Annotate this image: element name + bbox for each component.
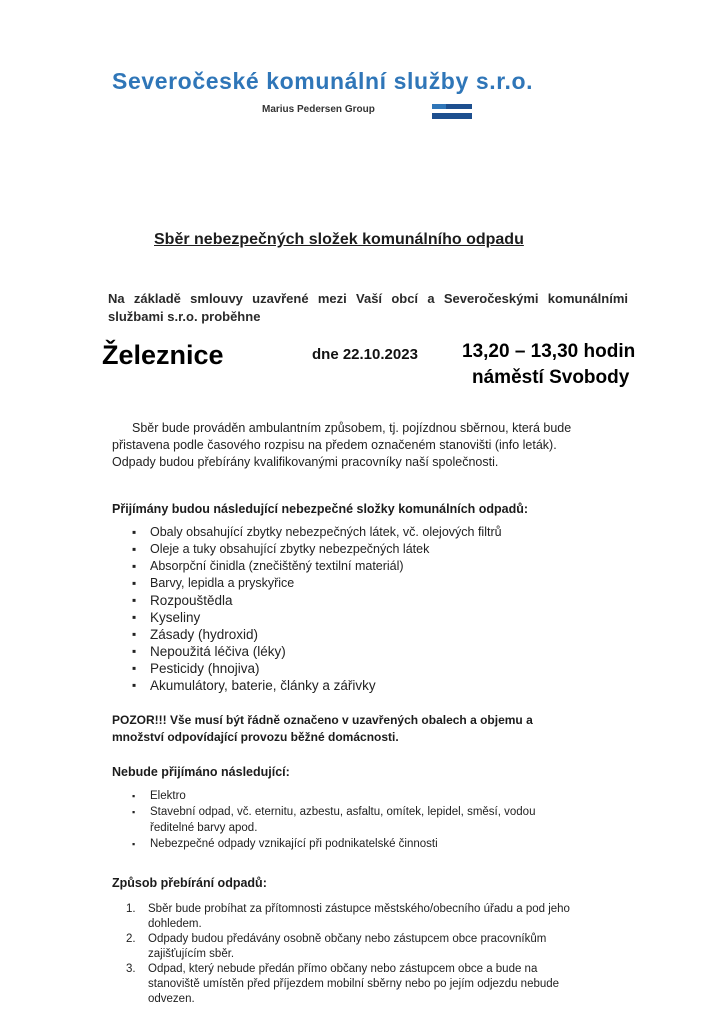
not-accepted-list bbox=[130, 788, 580, 852]
bullet-icon: ▪ bbox=[132, 593, 137, 607]
bullet-icon: ▪ bbox=[132, 576, 137, 590]
bullet-icon: ▪ bbox=[132, 525, 137, 539]
list-item: ▪ Rozpouštědla bbox=[132, 593, 233, 608]
bullet-icon: ▪ bbox=[132, 542, 137, 556]
event-time: 13,20 – 13,30 hodin bbox=[462, 341, 636, 362]
list-item: ▪ Obaly obsahující zbytky nebezpečných látek, vč. olejových filtrů bbox=[132, 525, 502, 539]
accepted-heading: Přijímány budou následující nebezpečné složky komunálních odpadů: bbox=[112, 502, 529, 516]
paragraph-line: Odpady budou přebírány kvalifikovanými pracovníky naší společnosti. bbox=[112, 455, 499, 469]
event-place: náměstí Svobody bbox=[472, 367, 630, 388]
list-item: 1. Sběr bude probíhat za přítomnosti zástupce městského/obecního úřadu a pod jeho dohledem. bbox=[126, 903, 570, 930]
list-item: ▪ Akumulátory, baterie, články a zářivky bbox=[132, 678, 376, 693]
list-item: ▪ Elektro bbox=[132, 790, 186, 802]
not-accepted-heading: Nebude přijímáno následující: bbox=[112, 765, 290, 779]
bullet-icon: ▪ bbox=[132, 644, 137, 658]
list-item: ▪ Nepoužitá léčiva (léky) bbox=[132, 644, 286, 659]
document-title: Sběr nebezpečných složek komunálního odpadu bbox=[154, 231, 524, 248]
accepted-list bbox=[130, 524, 580, 694]
bullet-icon: ▪ bbox=[132, 807, 136, 817]
item-number: 2. bbox=[126, 933, 136, 945]
intro-text: Na základě smlouvy uzavřené mezi Vaší obcí a Severočeskými komunálními službami s.r.o. proběhne bbox=[108, 291, 628, 324]
procedure-list bbox=[126, 902, 586, 1007]
list-item: 3. Odpad, který nebude předán přímo občany nebo zástupcem obce a bude na stanoviště umístěn před příjezdem mobilní sběrny nebo po jejím odjezdu nebude odvezen. bbox=[126, 963, 560, 1005]
item-number: 1. bbox=[126, 903, 136, 915]
bullet-icon: ▪ bbox=[132, 661, 137, 675]
list-item: ▪ Zásady (hydroxid) bbox=[132, 627, 259, 642]
list-item: ▪ Pesticidy (hnojiva) bbox=[132, 661, 260, 676]
list-item: ▪ Barvy, lepidla a pryskyřice bbox=[132, 576, 295, 590]
bullet-icon: ▪ bbox=[132, 559, 137, 573]
paragraph-line: Sběr bude prováděn ambulantním způsobem, tj. pojízdnou sběrnou, která bude bbox=[132, 421, 572, 435]
list-item: ▪ Absorpční činidla (znečištěný textilní materiál) bbox=[132, 559, 404, 573]
group-logo bbox=[432, 104, 472, 119]
list-item: ▪ Kyseliny bbox=[132, 610, 201, 625]
bullet-icon: ▪ bbox=[132, 678, 137, 692]
list-item: 2. Odpady budou předávány osobně občany nebo zástupcem obce pracovníkům zajišťujícím sběr. bbox=[126, 933, 547, 960]
bullet-icon: ▪ bbox=[132, 610, 137, 624]
bullet-icon: ▪ bbox=[132, 627, 137, 641]
procedure-heading: Způsob přebírání odpadů: bbox=[112, 876, 267, 890]
paragraph-line: přistavena podle časového rozpisu na předem označeném stanovišti (info leták). bbox=[112, 438, 557, 452]
list-item: ▪ Oleje a tuky obsahující zbytky nebezpečných látek bbox=[132, 542, 430, 556]
list-item: ▪ Nebezpečné odpady vznikající při podnikatelské činnosti bbox=[132, 838, 438, 850]
warning-text: POZOR!!! Vše musí být řádně označeno v uzavřených obalech a objemu a množství odpovídající provozu běžné domácnosti. bbox=[112, 713, 533, 744]
bullet-icon: ▪ bbox=[132, 791, 136, 801]
company-name: Severočeské komunální služby s.r.o. bbox=[112, 68, 534, 94]
event-date: dne 22.10.2023 bbox=[312, 346, 418, 363]
item-number: 3. bbox=[126, 963, 136, 975]
group-name: Marius Pedersen Group bbox=[262, 104, 375, 115]
collection-paragraph bbox=[112, 420, 612, 471]
event-town: Železnice bbox=[102, 340, 224, 370]
list-item: ▪ Stavební odpad, vč. eternitu, azbestu, asfaltu, omítek, lepidel, směsí, vodou ředitelné barvy apod. bbox=[132, 806, 536, 834]
bullet-icon: ▪ bbox=[132, 839, 136, 849]
